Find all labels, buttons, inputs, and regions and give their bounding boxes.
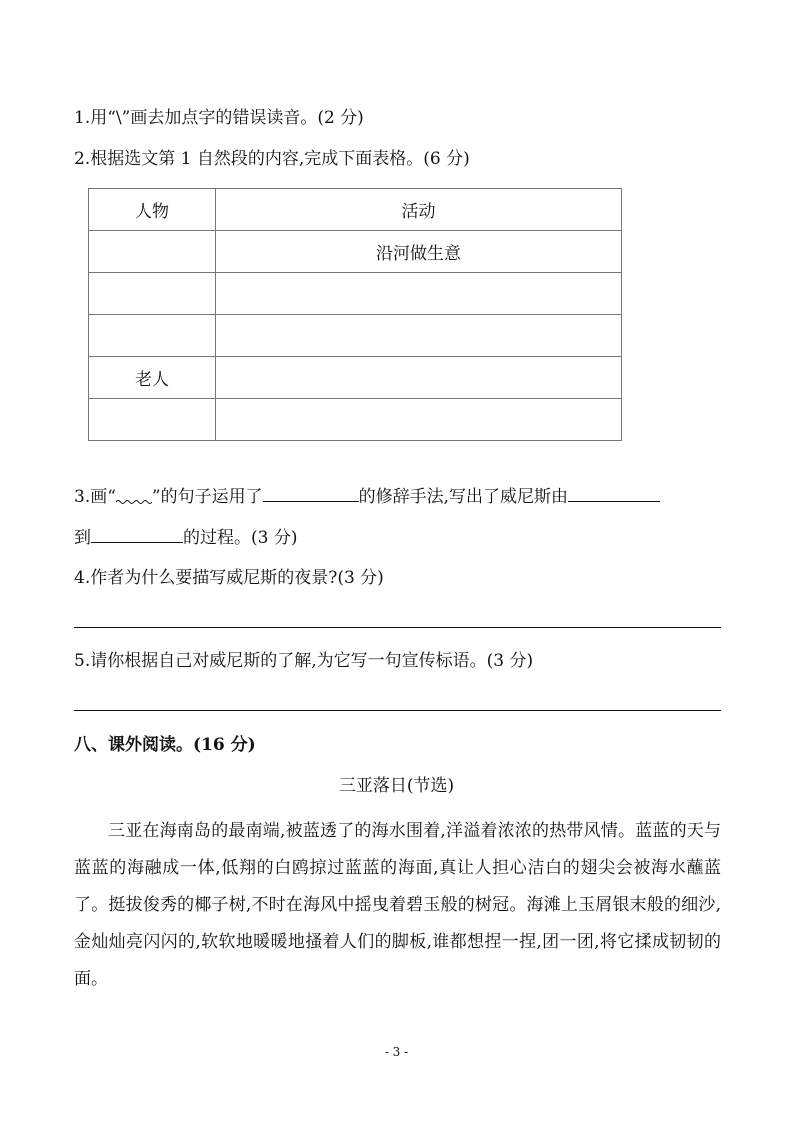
wavy-underline-icon — [116, 486, 152, 502]
table-row — [89, 357, 622, 399]
question-1: 1.用“\”画去加点字的错误读音。(2 分) — [74, 108, 364, 128]
answer-table — [88, 188, 622, 441]
table-header-activity: 活动 — [216, 189, 622, 231]
question-3-line-1 — [74, 483, 660, 509]
table-header-row — [89, 189, 622, 231]
question-4: 4.作者为什么要描写威尼斯的夜景?(3 分) — [74, 568, 384, 588]
passage-paragraph: 三亚在海南岛的最南端,被蓝透了的海水围着,洋溢着浓浓的热带风情。蓝蓝的天与蓝蓝的海融成一体,低翔的白鸥掠过蓝蓝的海面,真让人担心洁白的翅尖会被海水蘸蓝了。挺拔俊秀的椰子树,不时在海风中摇曳着碧玉般的树冠。海滩上玉屑银末般的细沙,金灿灿亮闪闪的,软软地暖暖地搔着人们的脚板,谁都想捏一捏,团一团,将它揉成韧韧的面。 — [74, 821, 721, 989]
table-cell[interactable] — [216, 273, 622, 315]
question-3-text-c: 的修辞手法,写出了威尼斯由 — [358, 487, 569, 507]
table-cell[interactable] — [216, 399, 622, 441]
table-cell[interactable]: 老人 — [89, 357, 216, 399]
blank-to[interactable] — [91, 524, 183, 543]
question-3-line-2 — [74, 524, 297, 550]
question-5: 5.请你根据自己对威尼斯的了解,为它写一句宣传标语。(3 分) — [74, 651, 534, 671]
answer-line-4[interactable] — [74, 627, 721, 628]
table-row — [89, 273, 622, 315]
blank-from[interactable] — [568, 483, 660, 502]
table-row — [89, 231, 622, 273]
table-cell[interactable] — [89, 231, 216, 273]
table-cell[interactable] — [89, 273, 216, 315]
table-row — [89, 399, 622, 441]
question-3-text-e: 的过程。(3 分) — [183, 528, 298, 548]
question-3-text-a: 3.画“ — [74, 487, 116, 507]
table-cell[interactable] — [216, 357, 622, 399]
table-cell[interactable] — [89, 315, 216, 357]
passage-title: 三亚落日(节选) — [338, 776, 455, 796]
answer-line-5[interactable] — [74, 710, 721, 711]
table-cell[interactable] — [89, 399, 216, 441]
page-number: - 3 - — [384, 1045, 409, 1059]
question-3-text-b: ”的句子运用了 — [151, 487, 263, 507]
blank-rhetoric[interactable] — [263, 483, 359, 502]
table-row — [89, 315, 622, 357]
question-2: 2.根据选文第 1 自然段的内容,完成下面表格。(6 分) — [74, 149, 470, 169]
section-heading: 八、课外阅读。(16 分) — [74, 735, 256, 755]
table-cell[interactable] — [216, 315, 622, 357]
table-header-person: 人物 — [89, 189, 216, 231]
question-3-text-d: 到 — [74, 528, 91, 548]
table-cell[interactable]: 沿河做生意 — [216, 231, 622, 273]
